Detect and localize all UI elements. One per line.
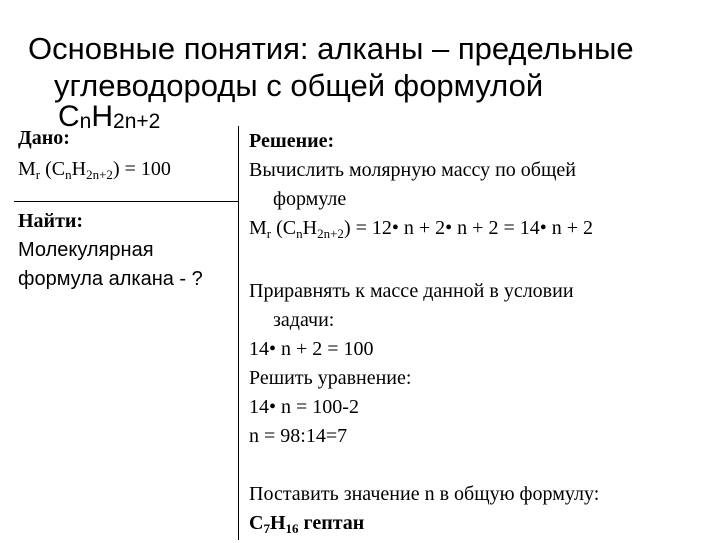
find-text: Молекулярная формула алкана - ? [18, 239, 203, 290]
given-n-sub: n [65, 167, 72, 182]
calc-h: H [302, 217, 318, 239]
answer [249, 509, 599, 543]
solution-calc [249, 214, 599, 248]
answer-h-sub: 16 [285, 521, 299, 536]
given-rest: ) = 100 [112, 158, 171, 180]
calc-mr-sub: r [266, 226, 272, 241]
equation-3: n = 98:14=7 [249, 425, 348, 447]
find-label: Найти: [18, 210, 84, 232]
given-paren-open: (C [40, 158, 66, 180]
heading-line-1: Основные понятия: алканы – предельные [28, 31, 634, 66]
left-horizontal-divider [14, 201, 238, 202]
solution-step-2a: Приравнять к массе данной в условии [249, 280, 574, 302]
given-label: Дано: [18, 127, 70, 149]
solution-column [249, 127, 599, 543]
solution-step-1b: формуле [273, 188, 347, 210]
given-mr-sub: r [35, 167, 41, 182]
formula-h-sub: 2n+2 [113, 110, 161, 133]
calc-open: (C [271, 217, 297, 239]
answer-c-sub: 7 [263, 521, 270, 536]
calc-n-sub: n [296, 226, 303, 241]
answer-h: H [269, 512, 286, 534]
spacer [249, 451, 599, 480]
solution-step-4: Поставить значение n в общую формулу: [249, 483, 600, 505]
heading-line-2: углеводороды с общей формулой [54, 68, 544, 103]
calc-h-sub: 2n+2 [317, 226, 344, 241]
given-mr: M [18, 158, 36, 180]
solution-step-1a: Вычислить молярную массу по общей [249, 159, 576, 181]
formula-n-sub: n [79, 110, 92, 133]
given-h: H [71, 158, 87, 180]
formula-c: C [58, 100, 80, 133]
given-value [18, 158, 171, 183]
vertical-divider [238, 126, 239, 540]
formula-h: H [91, 100, 114, 133]
solution-step-2b: задачи: [273, 309, 335, 331]
calc-rest: ) = 12• n + 2• n + 2 = 14• n + 2 [343, 217, 593, 239]
spacer [249, 248, 599, 277]
equation-2: 14• n = 100-2 [249, 396, 359, 418]
slide-heading [28, 30, 634, 104]
answer-c: C [249, 512, 264, 534]
calc-mr: M [249, 217, 267, 239]
general-formula [58, 100, 160, 137]
given-h-sub: 2n+2 [86, 167, 113, 182]
solution-step-3: Решить уравнение: [249, 367, 412, 389]
solution-label: Решение: [249, 130, 335, 152]
answer-name: гептан [298, 512, 365, 534]
equation-1: 14• n + 2 = 100 [249, 338, 374, 360]
